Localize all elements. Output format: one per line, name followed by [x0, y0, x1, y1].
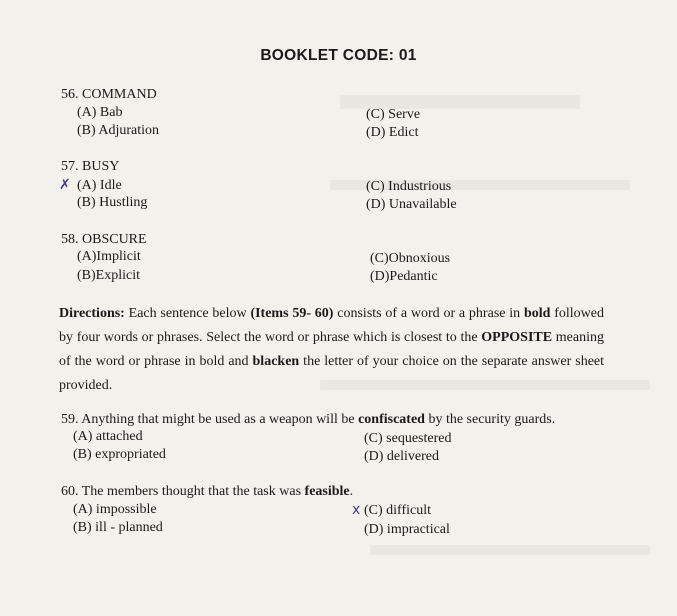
- q58-option-b[interactable]: (B)Explicit: [77, 268, 140, 283]
- question-58-stem: 58. OBSCURE: [61, 232, 147, 247]
- directions-bold-word: bold: [523, 306, 551, 321]
- q56-option-d[interactable]: (D) Edict: [366, 125, 419, 140]
- directions-text: the letter of your choice on the separate answer sheet provided.: [59, 354, 605, 393]
- directions-blacken-word: blacken: [252, 354, 300, 369]
- question-56-stem: 56. COMMAND: [61, 87, 157, 102]
- q60-cross-mark: x: [352, 502, 361, 518]
- directions-opposite-word: OPPOSITE: [481, 330, 553, 345]
- q56-option-b[interactable]: (B) Adjuration: [77, 123, 160, 138]
- q59-stem-text: 59. Anything that might be used as a weapon will be: [61, 412, 359, 427]
- q60-stem-text: 60. The members thought that the task was: [61, 484, 305, 499]
- q56-option-c[interactable]: (C) Serve: [366, 107, 421, 122]
- q60-stem-text: .: [349, 484, 354, 499]
- q57-option-c[interactable]: (C) Industrious: [366, 179, 452, 194]
- q59-option-a[interactable]: (A) attached: [73, 429, 143, 444]
- q59-option-c[interactable]: (C) sequestered: [364, 431, 452, 446]
- q60-option-b[interactable]: (B) ill - planned: [73, 520, 163, 535]
- q59-bold-word: confiscated: [358, 412, 425, 427]
- q60-option-c[interactable]: (C) difficult: [364, 503, 432, 518]
- booklet-code: BOOKLET CODE: 01: [260, 47, 417, 64]
- directions-text: consists of a word or a phrase in: [333, 306, 524, 321]
- q59-option-d[interactable]: (D) delivered: [364, 449, 440, 464]
- q58-option-d[interactable]: (D)Pedantic: [370, 269, 438, 284]
- directions-items-range: (Items 59- 60): [250, 306, 334, 321]
- q57-option-a[interactable]: (A) Idle: [77, 178, 122, 193]
- q57-option-b[interactable]: (B) Hustling: [77, 195, 148, 210]
- directions-label: Directions:: [59, 306, 125, 321]
- q58-option-a[interactable]: (A)Implicit: [77, 249, 141, 264]
- directions-text: meaning of the word or phrase in bold and: [59, 330, 604, 369]
- directions-text: Each sentence below: [124, 306, 251, 321]
- question-60-stem: [61, 483, 353, 501]
- question-57-stem: 57. BUSY: [61, 159, 120, 174]
- q57-cross-mark: ✗: [59, 177, 71, 193]
- bleed-through: [370, 545, 650, 555]
- q59-option-b[interactable]: (B) expropriated: [73, 447, 166, 462]
- question-59-stem: [61, 411, 555, 429]
- q60-option-a[interactable]: (A) impossible: [73, 502, 157, 517]
- directions-paragraph: [59, 302, 604, 398]
- q57-option-d[interactable]: (D) Unavailable: [366, 197, 457, 212]
- q59-stem-text: by the security guards.: [424, 412, 556, 427]
- q58-option-c[interactable]: (C)Obnoxious: [370, 251, 451, 266]
- directions-text: followed by four words or phrases. Select the word or phrase which is closest to the: [59, 306, 605, 345]
- q56-option-a[interactable]: (A) Bab: [77, 105, 123, 120]
- q60-option-d[interactable]: (D) impractical: [364, 522, 450, 537]
- q60-bold-word: feasible: [304, 484, 350, 499]
